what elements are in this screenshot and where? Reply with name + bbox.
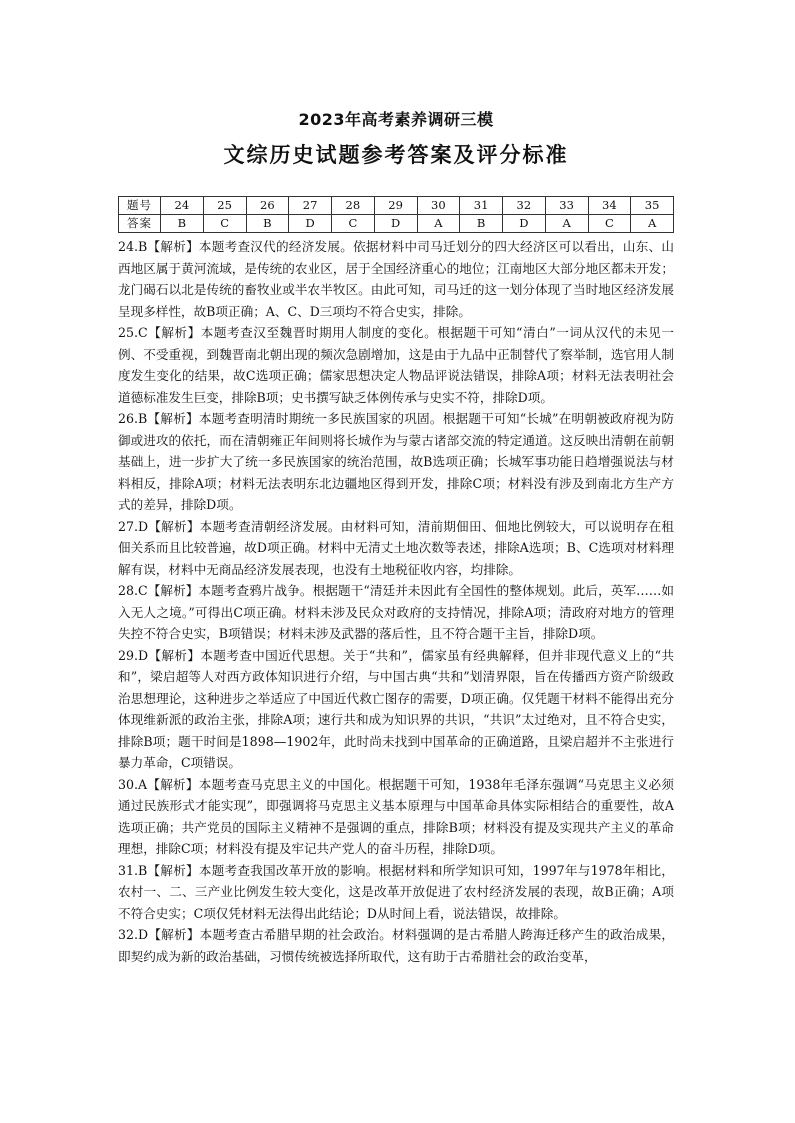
explanation-paragraph: 26.B【解析】本题考查明清时期统一多民族国家的巩固。根据题干可知“长城”在明朝被政府视为防御或进攻的依托，而在清朝雍正年间则将长城作为与蒙古诸部交流的特定通道。这反映出清朝在前朝基础上，进一步扩大了统一多民族国家的统治范围，故B选项正确；长城军事功能日趋增强说法与材料相反，排除A项；材料无法表明东北边疆地区得到开发，排除C项；材料没有涉及到南北方生产方式的差异，排除D项。 bbox=[118, 411, 674, 512]
answer-table-row-answers bbox=[119, 215, 674, 233]
explanation-paragraph: 30.A【解析】本题考查马克思主义的中国化。根据题干可知，1938年毛泽东强调“马克思主义必须通过民族形式才能实现”，即强调将马克思主义基本原理与中国革命具体实际相结合的重要性，故A选项正确；共产党员的国际主义精神不是强调的重点，排除B项；材料没有提及实现共产主义的革命理想，排除C项；材料没有提及牢记共产党人的奋斗历程，排除D项。 bbox=[118, 776, 674, 856]
explanation-paragraph: 28.C【解析】本题考查鸦片战争。根据题干“清廷并未因此有全国性的整体规划。此后，英军……如入无人之境。”可得出C项正确。材料未涉及民众对政府的支持情况，排除A项；清政府对地方的管理失控不符合史实，B项错误；材料未涉及武器的落后性，且不符合题干主旨，排除D项。 bbox=[118, 583, 674, 641]
explanation-paragraph: 31.B【解析】本题考查我国改革开放的影响。根据材料和所学知识可知，1997年与1978年相比，农村一、二、三产业比例发生较大变化，这是改革开放促进了农村经济发展的表现，故B正确；A项不符合史实；C项仅凭材料无法得出此结论；D从时间上看，说法错误，故排除。 bbox=[118, 862, 674, 921]
document-title: 文综历史试题参考答案及评分标准 bbox=[223, 143, 569, 167]
question-number: 27 bbox=[289, 197, 332, 215]
question-number: 34 bbox=[588, 197, 631, 215]
answer-cell: D bbox=[503, 215, 546, 233]
answer-cell: D bbox=[289, 215, 332, 233]
question-number: 30 bbox=[417, 197, 460, 215]
answer-cell: C bbox=[588, 215, 631, 233]
answer-cell: C bbox=[203, 215, 246, 233]
answer-cell: A bbox=[545, 215, 588, 233]
answer-cell: B bbox=[161, 215, 204, 233]
question-number: 29 bbox=[374, 197, 417, 215]
explanation-paragraph: 32.D【解析】本题考查古希腊早期的社会政治。材料强调的是古希腊人跨海迁移产生的政治成果，即契约成为新的政治基础，习惯传统被选择所取代，这有助于古希腊社会的政治变革， bbox=[118, 927, 674, 964]
exam-title: 2023年高考素养调研三模 bbox=[298, 110, 494, 129]
answer-cell: B bbox=[460, 215, 503, 233]
answer-cell: C bbox=[332, 215, 375, 233]
question-number: 33 bbox=[545, 197, 588, 215]
explanation-paragraph: 29.D【解析】本题考查中国近代思想。关于“共和”，儒家虽有经典解释，但并非现代意义上的“共和”，梁启超等人对西方政体知识进行介绍，与中国古典“共和”划清界限，旨在传播西方资产阶级政治思想理论，这种进步之举适应了中国近代救亡图存的需要，D项正确。仅凭题干材料不能得出充分体现维新派的政治主张，排除A项；速行共和成为知识界的共识，“共识”太过绝对，且不符合史实，排除B项；题干时间是1898—1902年，此时尚未找到中国革命的正确道路，且梁启超并不主张进行暴力革命，C项错误。 bbox=[118, 647, 674, 770]
question-number: 32 bbox=[503, 197, 546, 215]
answer-table-row-numbers bbox=[119, 197, 674, 215]
explanation-paragraph: 27.D【解析】本题考查清朝经济发展。由材料可知，清前期佃田、佃地比例较大，可以说明存在租佃关系而且比较普遍，故D项正确。材料中无清丈土地次数等表述，排除A选项；B、C选项对材料理解有误，材料中无商品经济发展表现，也没有土地税征收内容，均排除。 bbox=[118, 518, 674, 577]
question-number: 28 bbox=[332, 197, 375, 215]
answer-table bbox=[118, 196, 674, 233]
answer-cell: A bbox=[631, 215, 674, 233]
answer-cell: D bbox=[374, 215, 417, 233]
question-number: 35 bbox=[631, 197, 674, 215]
explanation-paragraph: 25.C【解析】本题考查汉至魏晋时期用人制度的变化。根据题干可知“清白”一词从汉代的未见一例、不受重视，到魏晋南北朝出现的频次急剧增加，这是由于九品中正制替代了察举制，选官用人制度发生变化的结果，故C选项正确；儒家思想决定人物品评说法错误，排除A项；材料无法表明社会道德标准发生巨变，排除B项；史书撰写缺乏体例传承与史实不符，排除D项。 bbox=[118, 325, 674, 405]
explanations-body bbox=[118, 236, 674, 967]
answer-cell: A bbox=[417, 215, 460, 233]
table-header-number: 题号 bbox=[119, 197, 161, 215]
question-number: 26 bbox=[246, 197, 289, 215]
explanation-paragraph: 24.B【解析】本题考查汉代的经济发展。依据材料中司马迁划分的四大经济区可以看出，山东、山西地区属于黄河流域，是传统的农业区，居于全国经济重心的地位；江南地区大部分地区都未开发；龙门碣石以北是传统的畜牧业或半农半牧区。由此可知，司马迁的这一划分体现了当时地区经济发展呈现多样性，故B项正确；A、C、D三项均不符合史实，排除。 bbox=[118, 239, 674, 319]
answer-cell: B bbox=[246, 215, 289, 233]
question-number: 31 bbox=[460, 197, 503, 215]
question-number: 25 bbox=[203, 197, 246, 215]
question-number: 24 bbox=[161, 197, 204, 215]
table-header-answer: 答案 bbox=[119, 215, 161, 233]
